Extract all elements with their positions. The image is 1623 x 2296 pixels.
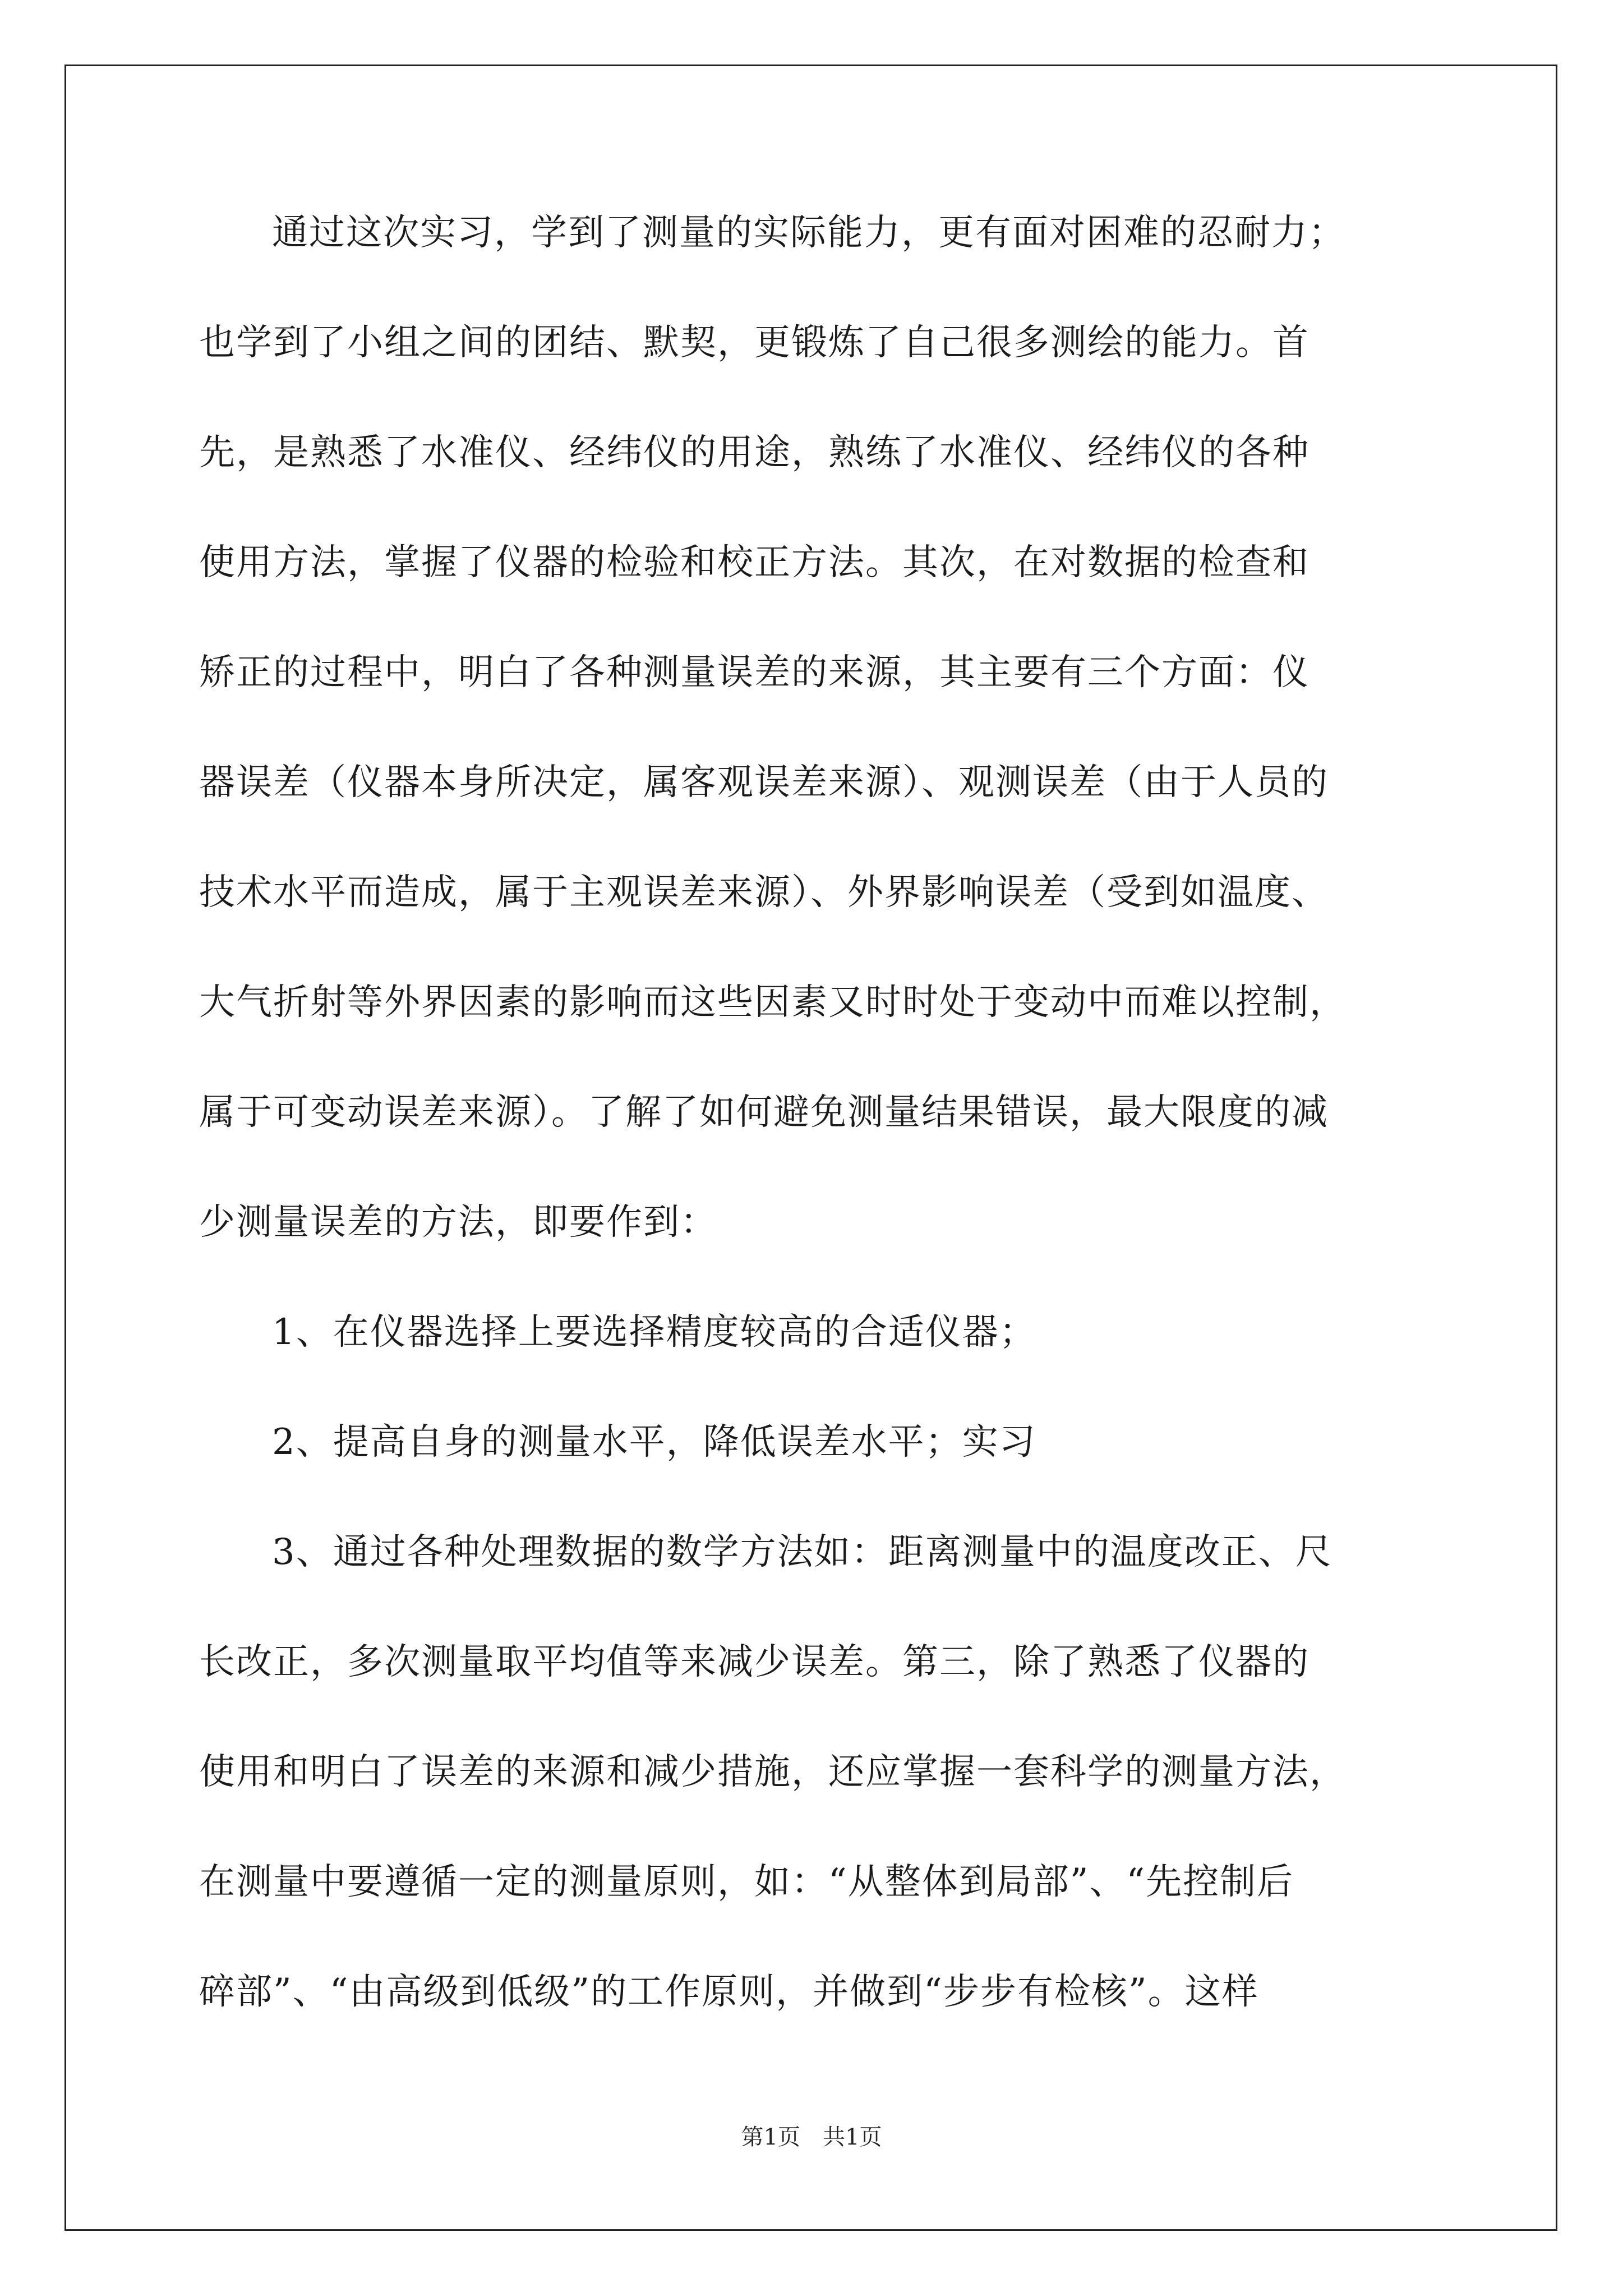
page-number-current: 第1页: [741, 2124, 800, 2150]
paragraph-line: 少测量误差的方法，即要作到：: [199, 1202, 717, 1243]
paragraph-line: 碎部”、“由高级到低级”的工作原则，并做到“步步有检核”。这样: [199, 1971, 1259, 2013]
list-item-2: 2、提高自身的测量水平，降低误差水平；实习: [272, 1421, 1036, 1463]
document-body: [199, 205, 1433, 2074]
paragraph-line: 长改正，多次测量取平均值等来减少误差。第三，除了熟悉了仪器的: [199, 1641, 1310, 1683]
paragraph-line: 在测量中要遵循一定的测量原则，如：“从整体到局部”、“先控制后: [199, 1861, 1294, 1903]
list-item-1: 1、在仪器选择上要选择精度较高的合适仪器；: [272, 1312, 1036, 1353]
paragraph-line: 大气折射等外界因素的影响而这些因素又时时处于变动中而难以控制，: [199, 982, 1347, 1023]
paragraph-line: 也学到了小组之间的团结、默契，更锻炼了自己很多测绘的能力。首: [199, 322, 1310, 364]
paragraph-line: 器误差（仪器本身所决定，属客观误差来源）、观测误差（由于人员的: [199, 762, 1329, 803]
page-number-total: 共1页: [823, 2124, 882, 2150]
paragraph-line: 使用和明白了误差的来源和减少措施，还应掌握一套科学的测量方法，: [199, 1751, 1347, 1793]
page-footer: [0, 2123, 1623, 2151]
paragraph-line: 通过这次实习，学到了测量的实际能力，更有面对困难的忍耐力；: [272, 212, 1345, 254]
list-item-3: 3、通过各种处理数据的数学方法如：距离测量中的温度改正、尺: [272, 1531, 1332, 1573]
paragraph-line: 属于可变动误差来源）。了解了如何避免测量结果错误，最大限度的减: [199, 1092, 1329, 1133]
paragraph-line: 使用方法，掌握了仪器的检验和校正方法。其次，在对数据的检查和: [199, 542, 1310, 583]
paragraph-line: 技术水平而造成，属于主观误差来源）、外界影响误差（受到如温度、: [199, 872, 1329, 913]
paragraph-line: 先，是熟悉了水准仪、经纬仪的用途，熟练了水准仪、经纬仪的各种: [199, 432, 1310, 473]
paragraph-line: 矫正的过程中，明白了各种测量误差的来源，其主要有三个方面：仪: [199, 652, 1310, 693]
